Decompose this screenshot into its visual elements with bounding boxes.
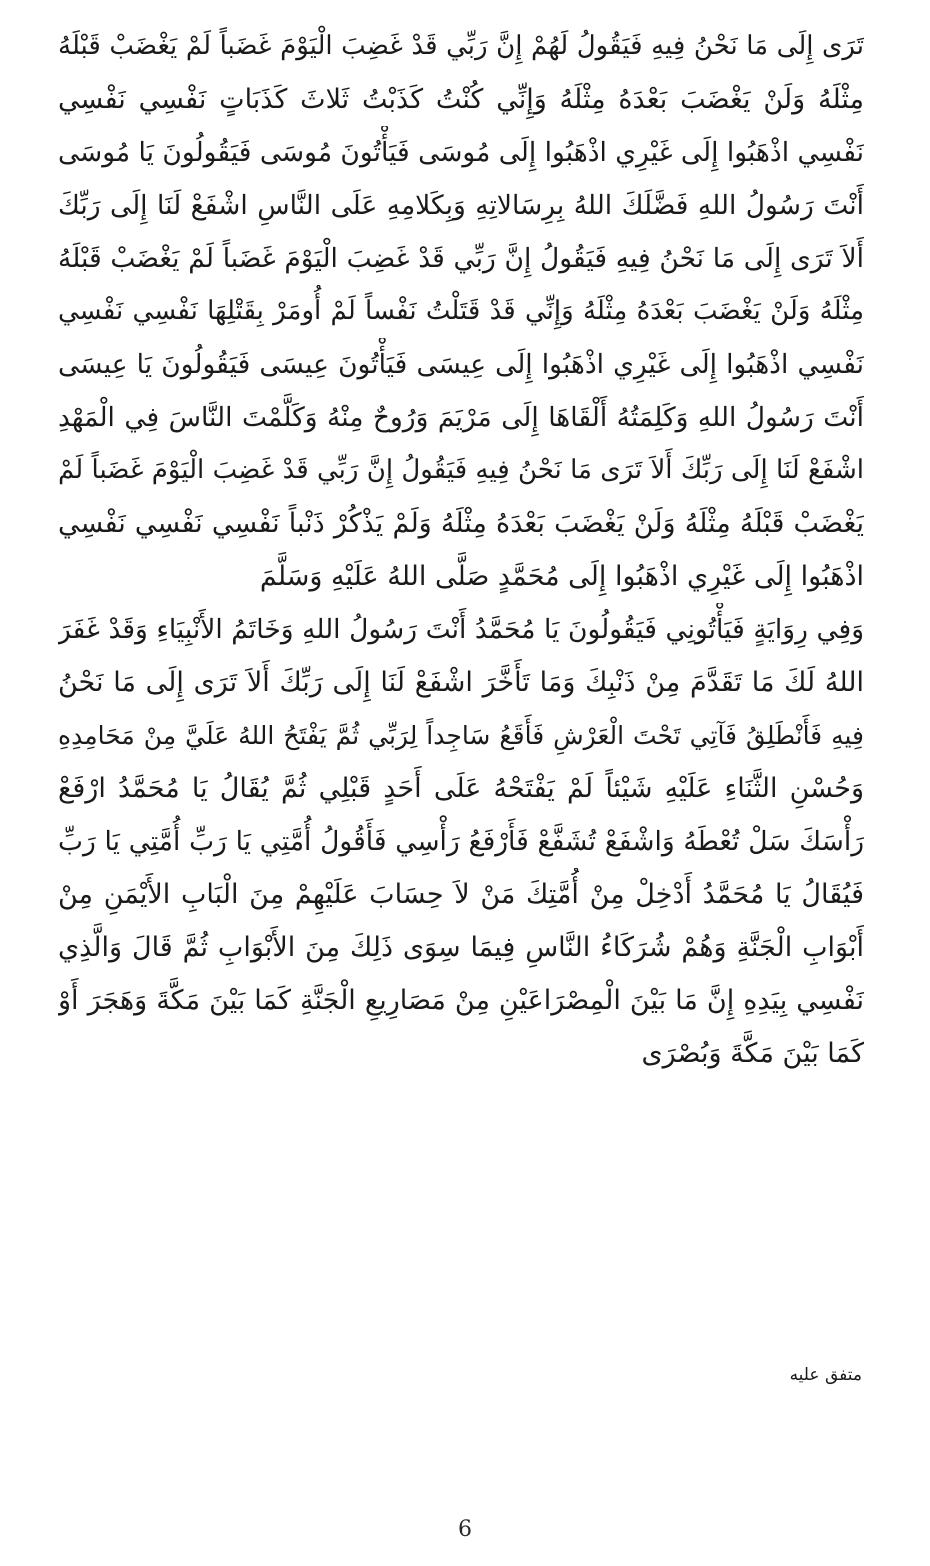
text-line: وَحُسْنِ الثَّنَاءِ عَلَيْهِ شَيْئاً لَمْ يَفْتَحْهُ عَلَى أَحَدٍ قَبْلِي ثُمَّ يُقَالُ يَا مُحَمَّدُ ارْفَعْ xyxy=(58,773,864,804)
text-line: يَغْضَبْ قَبْلَهُ مِثْلَهُ وَلَنْ يَغْضَبَ بَعْدَهُ مِثْلَهُ وَلَمْ يَذْكُرْ ذَنْباً نَفْسِي نَفْسِي نَفْسِي xyxy=(58,508,864,539)
text-line: رَأْسَكَ سَلْ تُعْطَهُ وَاشْفَعْ تُشَفَّعْ فَأَرْفَعُ رَأْسِي فَأَقُولُ أُمَّتِي يَا رَبِّ أُمَّتِي يَا رَبِّ xyxy=(58,826,864,857)
text-line: أَبْوَابِ الْجَنَّةِ وَهُمْ شُرَكَاءُ النَّاسِ فِيمَا سِوَى ذَلِكَ مِنَ الأَبْوَابِ ثُمَّ قَالَ وَالَّذِي xyxy=(58,932,864,963)
text-line: نَفْسِي بِيَدِهِ إِنَّ مَا بَيْنَ الْمِصْرَاعَيْنِ مِنْ مَصَارِيعِ الْجَنَّةِ كَمَا بَيْنَ مَكَّةَ وَهَجَرَ أَوْ xyxy=(58,985,864,1016)
text-line: وَفِي رِوَايَةٍ فَيَأْتُونِي فَيَقُولُونَ يَا مُحَمَّدُ أَنْتَ رَسُولُ اللهِ وَخَاتَمُ الأَنْبِيَاءِ وَقَدْ غَفَرَ xyxy=(58,614,864,645)
text-line: اذْهَبُوا إِلَى غَيْرِي اذْهَبُوا إِلَى مُحَمَّدٍ صَلَّى اللهُ عَلَيْهِ وَسَلَّمَ xyxy=(259,561,864,592)
text-line: فِيهِ فَأَنْطَلِقُ فَآتِي تَحْتَ الْعَرْشِ فَأَقَعُ سَاجِداً لِرَبِّي ثُمَّ يَفْتَحُ اللهُ عَلَيَّ مِنْ مَحَامِدِهِ xyxy=(58,721,864,750)
source-note: متفق عليه xyxy=(789,1365,862,1385)
text-line: تَرَى إِلَى مَا نَحْنُ فِيهِ فَيَقُولُ لَهُمْ إِنَّ رَبِّي قَدْ غَضِبَ الْيَوْمَ غَضَباً لَمْ يَغْضَبْ قَبْلَهُ xyxy=(58,31,864,61)
text-line: اللهُ لَكَ مَا تَقَدَّمَ مِنْ ذَنْبِكَ وَمَا تَأَخَّرَ اشْفَعْ لَنَا إِلَى رَبِّكَ أَلاَ تَرَى إِلَى مَا نَحْنُ xyxy=(58,667,864,698)
page-number: 6 xyxy=(458,1517,472,1542)
text-line: فَيُقَالُ يَا مُحَمَّدُ أَدْخِلْ مِنْ أُمَّتِكَ مَنْ لاَ حِسَابَ عَلَيْهِمْ مِنَ الْبَابِ الأَيْمَنِ مِنْ xyxy=(58,879,864,910)
text-line: مِثْلَهُ وَلَنْ يَغْضَبَ بَعْدَهُ مِثْلَهُ وَإِنِّي قَدْ قَتَلْتُ نَفْساً لَمْ أُومَرْ بِقَتْلِهَا نَفْسِي نَفْسِي xyxy=(58,296,864,326)
text-line: أَنْتَ رَسُولُ اللهِ فَضَّلَكَ اللهُ بِرِسَالاتِهِ وَبِكَلامِهِ عَلَى النَّاسِ اشْفَعْ لَنَا إِلَى رَبِّكَ xyxy=(58,190,864,221)
text-line: كَمَا بَيْنَ مَكَّةَ وَبُصْرَى xyxy=(641,1038,864,1069)
text-line: نَفْسِي اذْهَبُوا إِلَى غَيْرِي اذْهَبُوا إِلَى عِيسَى فَيَأْتُونَ عِيسَى فَيَقُولُونَ يَا عِيسَى xyxy=(58,349,864,380)
text-line: مِثْلَهُ وَلَنْ يَغْضَبَ بَعْدَهُ مِثْلَهُ وَإِنِّي كُنْتُ كَذَبْتُ ثَلاثَ كَذَبَاتٍ نَفْسِي نَفْسِي xyxy=(58,84,864,115)
text-line: نَفْسِي اذْهَبُوا إِلَى غَيْرِي اذْهَبُوا إِلَى مُوسَى فَيَأْتُونَ مُوسَى فَيَقُولُونَ يَا مُوسَى xyxy=(58,137,864,168)
text-line: أَنْتَ رَسُولُ اللهِ وَكَلِمَتُهُ أَلْقَاهَا إِلَى مَرْيَمَ وَرُوحٌ مِنْهُ وَكَلَّمْتَ النَّاسَ فِي الْمَهْدِ xyxy=(58,402,864,433)
text-line: اشْفَعْ لَنَا إِلَى رَبِّكَ أَلاَ تَرَى مَا نَحْنُ فِيهِ فَيَقُولُ إِنَّ رَبِّي قَدْ غَضِبَ الْيَوْمَ غَضَباً لَمْ xyxy=(58,455,864,485)
text-line: أَلاَ تَرَى إِلَى مَا نَحْنُ فِيهِ فَيَقُولُ إِنَّ رَبِّي قَدْ غَضِبَ الْيَوْمَ غَضَباً لَمْ يَغْضَبْ قَبْلَهُ xyxy=(58,243,864,274)
hadith-text xyxy=(58,20,864,1080)
